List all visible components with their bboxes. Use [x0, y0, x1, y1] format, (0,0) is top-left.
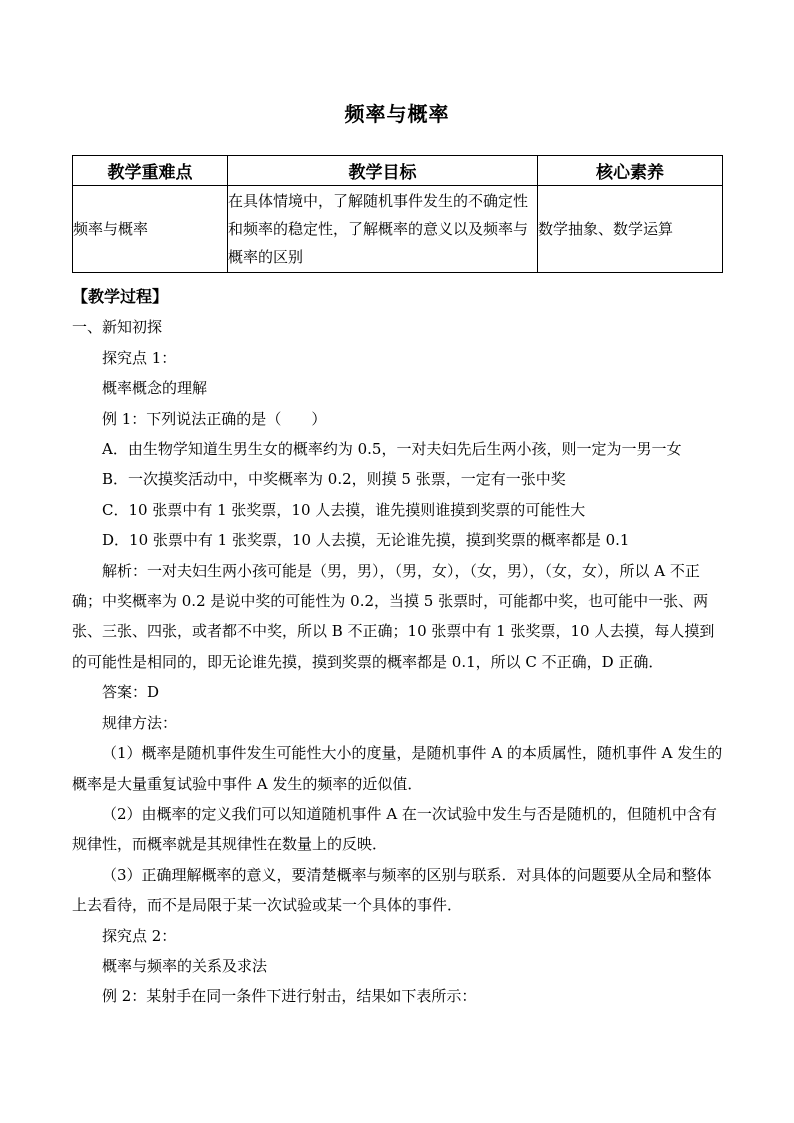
- explore-point-2-title: 概率与频率的关系及求法: [102, 956, 268, 975]
- option-b: B．一次摸奖活动中，中奖概率为 0.2，则摸 5 张票，一定有一张中奖: [102, 470, 566, 489]
- section-heading-new-knowledge: 一、新知初探: [72, 318, 163, 337]
- header-key-point: 教学重难点: [73, 156, 228, 186]
- process-heading: 【教学过程】: [72, 287, 169, 306]
- header-literacy: 核心素养: [538, 156, 723, 186]
- cell-literacy: 数学抽象、数学运算: [538, 186, 723, 273]
- explore-point-1-title: 概率概念的理解: [102, 379, 208, 398]
- analysis-paragraph: 解析：一对夫妇生两小孩可能是（男，男），（男，女），（女，男），（女，女），所以 A 不正确；中奖概率为 0.2 是说中奖的可能性为 0.2，当摸 5 张票时，可能都中奖，也可能中一张、两张、三张、四张，或者都不中奖，所以 B 不正确；10 张票中有 1 张奖票，10 人去摸，每人摸到的可能性是相同的，即无论谁先摸，摸到奖票的概率都是 0.1，所以 C 不正确，D 正确．: [72, 561, 715, 671]
- table-row: [73, 186, 723, 273]
- teaching-goals-table: [72, 155, 723, 273]
- rule-1-paragraph: （1）概率是随机事件发生可能性大小的度量，是随机事件 A 的本质属性，随机事件 A 发生的概率是大量重复试验中事件 A 发生的频率的近似值．: [72, 744, 723, 793]
- cell-key-point: 频率与概率: [73, 186, 228, 273]
- rule-method-label: 规律方法：: [102, 713, 178, 732]
- document-title: 频率与概率: [344, 102, 450, 126]
- option-a: A．由生物学知道生男生女的概率约为 0.5，一对夫妇先后生两小孩，则一定为一男一女: [102, 440, 682, 459]
- header-objective: 教学目标: [228, 156, 538, 186]
- example-1-question: 例 1：下列说法正确的是（ ）: [102, 409, 327, 428]
- table-header-row: [73, 156, 723, 186]
- example-2-question: 例 2：某射手在同一条件下进行射击，结果如下表所示：: [102, 987, 477, 1006]
- explore-point-1-label: 探究点 1：: [102, 348, 177, 367]
- option-c: C．10 张票中有 1 张奖票，10 人去摸，谁先摸则谁摸到奖票的可能性大: [102, 500, 586, 519]
- answer-line: 答案：D: [102, 683, 160, 702]
- rule-3-paragraph: （3）正确理解概率的意义，要清楚概率与频率的区别与联系．对具体的问题要从全局和整体上去看待，而不是局限于某一次试验或某一个具体的事件．: [72, 865, 712, 915]
- cell-objective: 在具体情境中，了解随机事件发生的不确定性和频率的稳定性，了解概率的意义以及频率与概率的区别: [228, 186, 538, 273]
- lesson-content: [72, 282, 724, 1012]
- rule-2-paragraph: （2）由概率的定义我们可以知道随机事件 A 在一次试验中发生与否是随机的，但随机中含有规律性，而概率就是其规律性在数量上的反映．: [72, 804, 717, 854]
- option-d: D．10 张票中有 1 张奖票，10 人去摸，无论谁先摸，摸到奖票的概率都是 0.1: [102, 531, 630, 550]
- explore-point-2-label: 探究点 2：: [102, 926, 177, 945]
